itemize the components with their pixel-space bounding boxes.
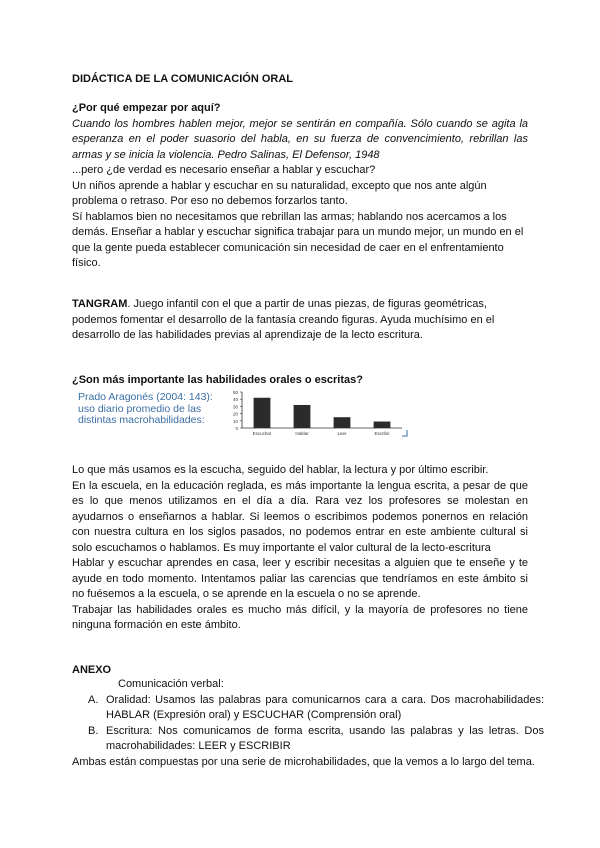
list-item xyxy=(72,724,544,755)
chart-caption-line: distintas macrohabilidades: xyxy=(78,414,205,426)
bar-hablar xyxy=(294,405,311,428)
chart-caption-line: uso diario promedio de las xyxy=(78,402,202,415)
paragraph: Sí hablamos bien no necesitamos que rebrillan las armas; hablando nos acercamos a los demás. Enseñar a hablar y escuchar significa trabajar para un mundo mejor, un mundo en el que la gente pueda establecer comunicación sin necesidad de caer en el enfrentamiento físico. xyxy=(72,210,524,269)
paragraph: En la escuela, en la educación reglada, es más importante la lengua escrita, a pesar de que es lo que menos utilizamos en el día a día. Rara vez los profesores se molestan en ayudarnos o enseñarnos a hablar. Si leemos o escribimos podemos ponernos en relación con nuestra cultura en los siglos pasados, no podemos entrar en este ambiente cultural si solo escuchamos o hablamos. Es muy importante el valor cultural de la lecto-escritura xyxy=(72,479,528,554)
list-marker: B. xyxy=(88,724,99,737)
section-skills-body xyxy=(72,463,528,634)
section-why-start-here xyxy=(72,101,528,272)
bar-escuchar xyxy=(254,398,271,428)
y-tick-label: 20 xyxy=(232,411,238,417)
anexo-heading: ANEXO xyxy=(72,664,112,676)
y-tick-label: 10 xyxy=(232,418,238,424)
section-heading-skills xyxy=(72,373,528,389)
quote-paragraph: Cuando los hombres hablen mejor, mejor se sentirán en compañía. Sólo cuando se agita la esperanza en el poder suasorio del habla, en su fuerza de convencimiento, rebrillan las armas y se inicia la violencia. Pedro Salinas, El Defensor, 1948 xyxy=(72,117,528,161)
anexo-subheading: Comunicación verbal: xyxy=(118,678,224,690)
chart-caption-line: Prado Aragonés (2004: 143): xyxy=(78,391,213,403)
y-tick-label: 50 xyxy=(232,390,238,395)
y-tick-label: 30 xyxy=(232,404,238,410)
section-heading: ¿Por qué empezar por aquí? xyxy=(72,102,221,114)
x-tick-label: Hablar xyxy=(295,431,309,436)
corner-mark xyxy=(402,430,407,436)
tangram-paragraph xyxy=(72,297,528,344)
list-item-text: Escritura: Nos comunicamos de forma escrita, usando las palabras y las letras. Dos macrohabilidades: LEER y ESCRIBIR xyxy=(106,724,544,752)
tangram-term: TANGRAM xyxy=(72,298,128,310)
paragraph: Trabajar las habilidades orales es mucho más difícil, y la mayoría de profesores no tiene ninguna formación en este ámbito. xyxy=(72,603,528,631)
chart-caption xyxy=(78,392,213,427)
paragraph: Un niños aprende a hablar y escuchar en su naturalidad, excepto que nos ante algún problema o retraso. Por eso no debemos forzarlos tanto. xyxy=(72,179,487,207)
closing-paragraph: Ambas están compuestas por una serie de microhabilidades, que la vemos a lo largo del tema. xyxy=(72,755,535,768)
list-item-text: Oralidad: Usamos las palabras para comunicarnos cara a cara. Dos macrohabilidades: HABLAR (Expresión oral) y ESCUCHAR (Comprensión oral) xyxy=(106,693,544,721)
chart-plot xyxy=(222,390,412,438)
document-title: DIDÁCTICA DE LA COMUNICACIÓN ORAL xyxy=(72,73,294,85)
paragraph: Hablar y escuchar aprendes en casa, leer y escribir necesitas a alguien que te enseñe y te ayude en todo momento. Intentamos paliar las carencias que tendríamos en este ámbito si no fuésemos a la escuela, o se aprende en la escuela o no se aprende. xyxy=(72,557,528,600)
paragraph: ...pero ¿de verdad es necesario enseñar a hablar y escuchar? xyxy=(72,164,376,176)
x-tick-label: Escuchar xyxy=(252,431,272,436)
y-tick-label: 40 xyxy=(232,397,238,403)
section-heading: ¿Son más importante las habilidades orales o escritas? xyxy=(72,374,363,386)
x-tick-label: Leer xyxy=(337,431,347,436)
y-tick-label: 0 xyxy=(235,426,238,431)
bar-escribir xyxy=(374,422,391,428)
macroskills-chart xyxy=(72,390,412,438)
bar-leer xyxy=(334,417,351,428)
anexo-list xyxy=(72,693,544,755)
paragraph: Lo que más usamos es la escucha, seguido del hablar, la lectura y por último escribir. xyxy=(72,464,489,476)
tangram-text: . Juego infantil con el que a partir de unas piezas, de figuras geométricas, podemos fomentar el desarrollo de la fantasía creando figuras. Ayuda muchísimo en el desarrollo de las habilidades previas al aprendizaje de la lecto escritura. xyxy=(72,298,495,341)
anexo-body xyxy=(72,677,544,770)
list-marker: A. xyxy=(88,693,99,706)
list-item xyxy=(72,693,544,724)
x-tick-label: Escribir xyxy=(374,431,390,436)
